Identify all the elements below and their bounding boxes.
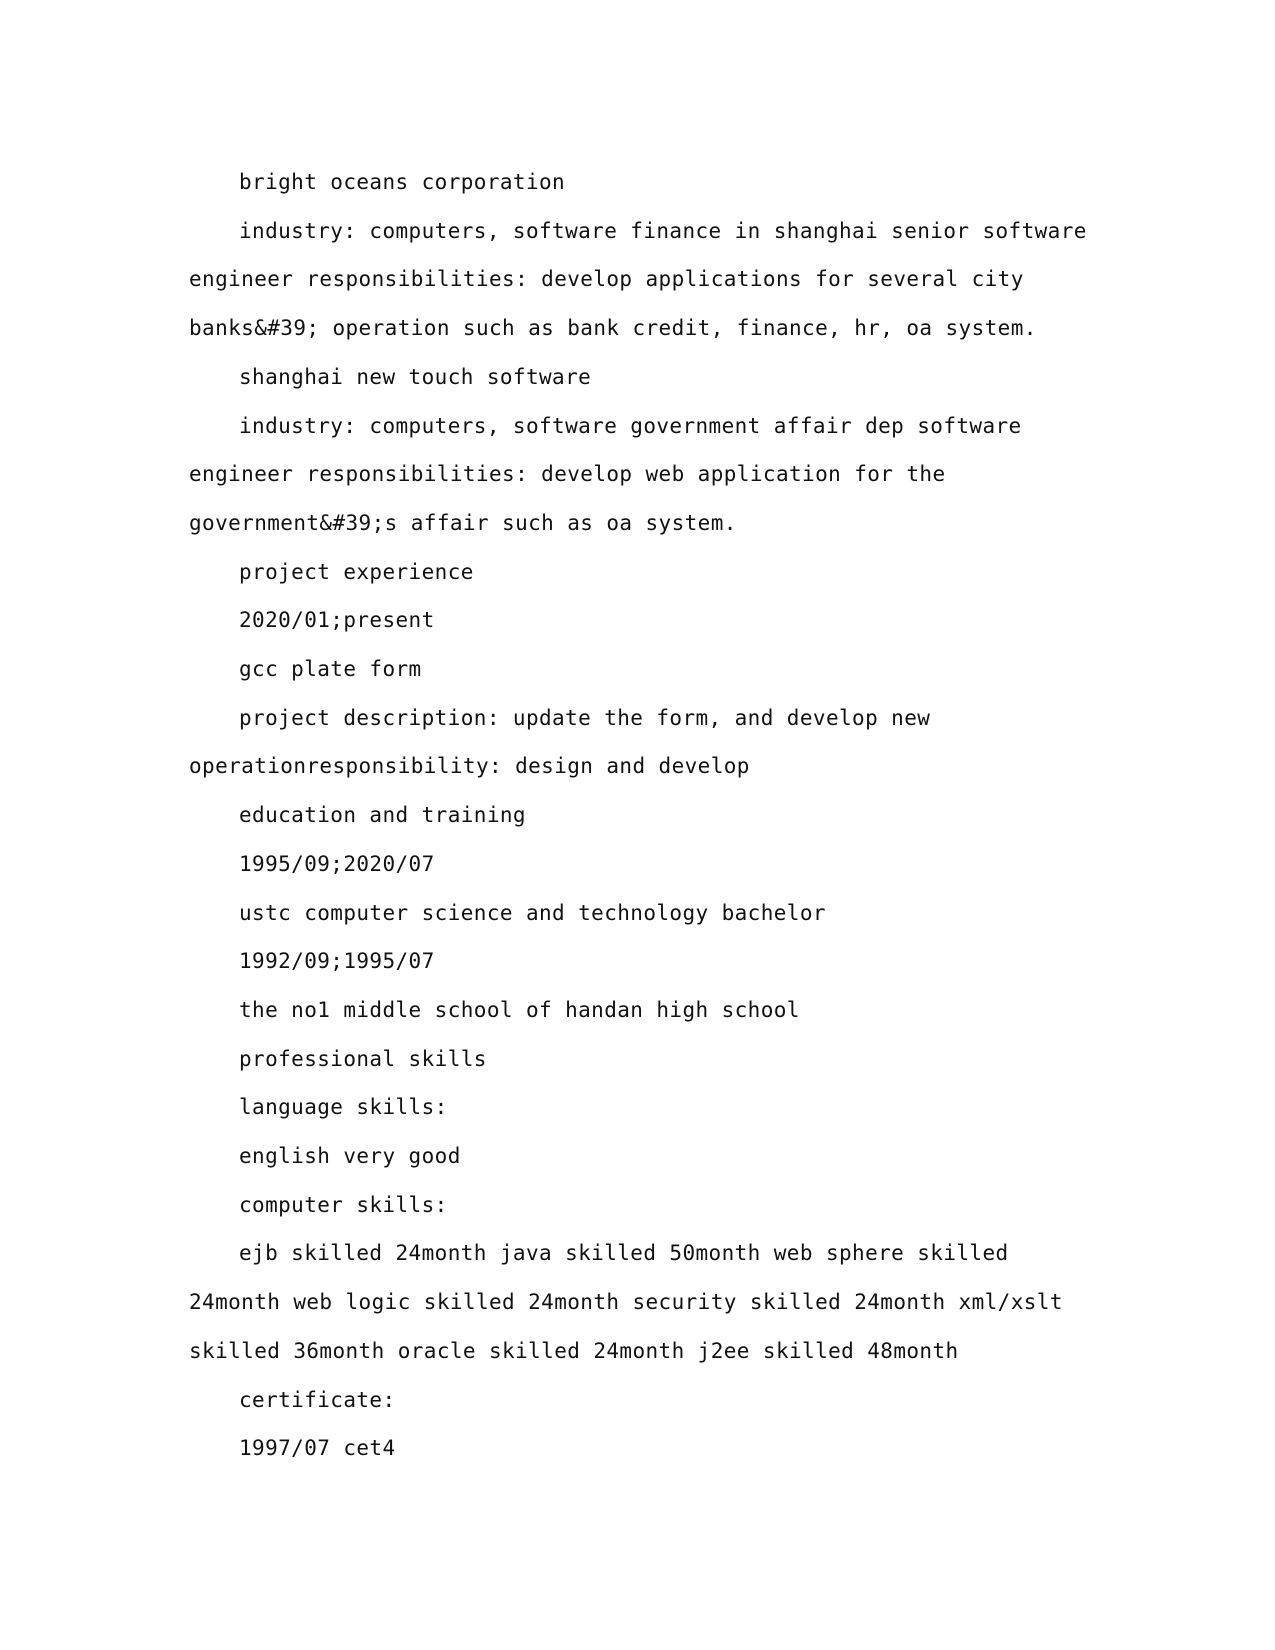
date-range: 1992/09;1995/07 <box>239 949 435 974</box>
company-name: bright oceans corporation <box>239 170 566 194</box>
job-description: industry: computers, software government affair dep software engineer responsibilities: develop web application for the government&#39;s affair such as oa system. <box>189 413 1022 535</box>
section-heading-professional-skills: professional skills <box>239 1046 487 1071</box>
certificate-entry: 1997/07 cet4 <box>239 1436 396 1461</box>
document-body <box>189 158 1089 1473</box>
company-name: shanghai new touch software <box>239 364 592 389</box>
date-range: 2020/01;present <box>239 608 435 633</box>
project-name: gcc plate form <box>239 657 422 682</box>
education-entry: ustc computer science and technology bachelor <box>239 900 826 925</box>
subheading-language-skills: language skills: <box>239 1095 448 1120</box>
job-description: industry: computers, software finance in shanghai senior software engineer responsibilities: develop applications for several city banks&#39; operation such as bank credit, finance, hr, oa system. <box>189 218 1087 341</box>
project-description: project description: update the form, and develop new operationresponsibility: design and develop <box>189 705 931 779</box>
education-entry: the no1 middle school of handan high school <box>239 997 800 1022</box>
section-heading-project-experience: project experience <box>239 559 474 584</box>
computer-skills-list: ejb skilled 24month java skilled 50month web sphere skilled 24month web logic skilled 24month security skilled 24month xml/xslt skilled 36month oracle skilled 24month j2ee skilled 48month <box>189 1241 1063 1363</box>
subheading-computer-skills: computer skills: <box>239 1192 448 1217</box>
date-range: 1995/09;2020/07 <box>239 851 435 876</box>
subheading-certificate: certificate: <box>239 1387 396 1412</box>
section-heading-education: education and training <box>239 803 526 828</box>
language-skill-entry: english very good <box>239 1144 461 1169</box>
